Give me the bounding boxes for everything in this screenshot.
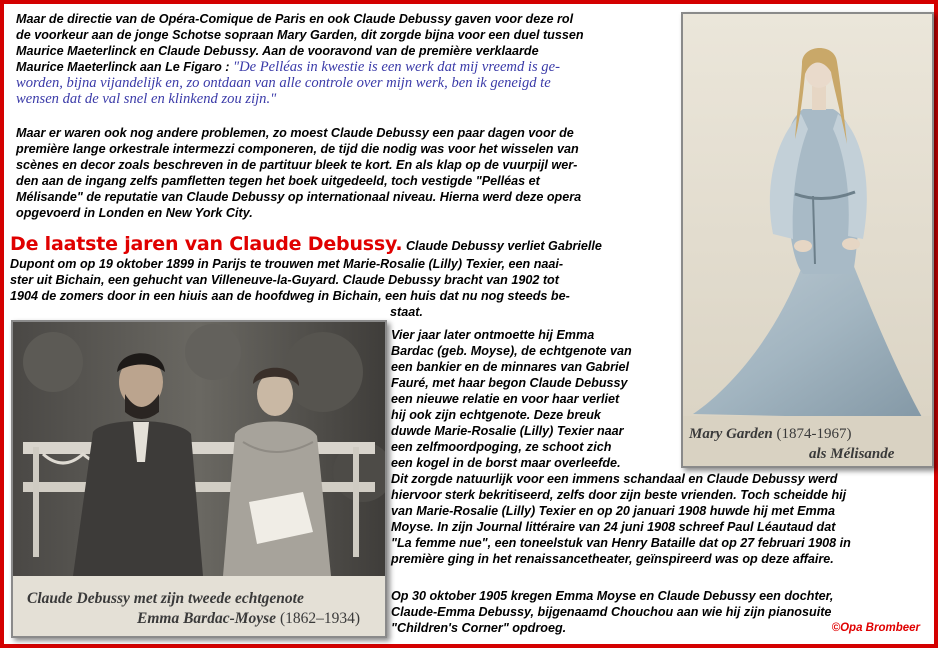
paragraph-emma-bardac [391,327,681,471]
caption-mary-garden [689,425,852,443]
photo-mary-garden [681,12,934,468]
text-line: een zelfmoordpoging, ze schoot zich [391,440,612,454]
paragraph-opera-comique [16,11,656,107]
text-line: Maurice Maeterlinck en Claude Debussy. Aan de vooravond van de première verklaarde [16,44,539,58]
text-line: hiervoor sterk bekritiseerd, zelfs door zijn beste vrienden. Toch scheidde hij [391,488,847,502]
text-line: Maurice Maeterlinck aan Le Figaro : [16,60,233,74]
section-heading: De laatste jaren van Claude Debussy. [10,233,403,255]
text-line: Vier jaar later ontmoette hij Emma [391,328,595,342]
text-line: ster uit Bichain, een gehucht van Villeneuve-la-Guyard. Claude Debussy bracht van 1902 tot [10,273,559,287]
caption-debussy-line2 [137,610,360,628]
text-line: hij ook zijn echtgenote. Deze breuk [391,408,601,422]
text-line: staat. [390,305,423,319]
text-line: Bardac (geb. Moyse), de echtgenote van [391,344,632,358]
text-line: première lange orkestrale intermezzi componeren, de tijd die nodig was voor het wisselen van [16,142,579,156]
maeterlinck-quote: wensen dat de val snel en klinkend zou zijn." [16,91,277,107]
copyright-credit: ©Opa Brombeer [831,622,920,634]
text-line: Dupont om op 19 oktober 1899 in Parijs te trouwen met Marie-Rosalie (Lilly) Texier, een naai- [10,257,564,271]
text-line: Fauré, met haar begon Claude Debussy [391,376,628,390]
text-line: van Marie-Rosalie (Lilly) Texier en op 20 januari 1908 huwde hij met Emma [391,504,835,518]
caption-debussy-line1: Claude Debussy met zijn tweede echtgenote [27,590,304,607]
section-heading-line [10,232,680,258]
caption-name: Mary Garden [689,426,773,442]
text-line: duwde Marie-Rosalie (Lilly) Texier naar [391,424,624,438]
photo-debussy-emma [11,320,387,638]
text-line: scènes en decor zoals beschreven in de partituur bleek te kort. En als klap op de vuurpijl wer- [16,158,578,172]
maeterlinck-quote: "De Pelléas in kwestie is een werk dat mij vreemd is ge- [232,59,560,75]
mary-garden-illustration [683,14,932,466]
text-line: Dit zorgde natuurlijk voor een immens schandaal en Claude Debussy werd [391,472,838,486]
text-line: een nieuwe relatie en voor haar verliet [391,392,620,406]
text-line: den aan de ingang zelfs pamfletten tegen het boek uitgedeeld, toch vestigde "Pelléas et [16,174,540,188]
paragraph-scandal [391,471,936,567]
text-line: een kogel in de borst maar overleefde. [391,456,621,470]
text-line: 1904 de zomers door in een hiuis aan de hoofdweg in Bichain, een huis dat nu nog steeds be- [10,289,570,303]
caption-name: Emma Bardac-Moyse [137,610,277,627]
text-line: een bankier en de minnares van Gabriel [391,360,629,374]
text-line: première ging in het renaissancetheater, geïnspireerd was op deze affaire. [391,552,834,566]
text-line: opgevoerd in Londen en New York City. [16,206,253,220]
text-line: "Children's Corner" opdroeg. [391,621,567,635]
text-line: Maar er waren ook nog andere problemen, zo moest Claude Debussy een paar dagen voor de [16,126,574,140]
text-line: de voorkeur aan de jonge Schotse sopraan Mary Garden, dit zorgde bijna voor een duel tussen [16,28,584,42]
debussy-emma-illustration [13,322,385,636]
text-line: Op 30 oktober 1905 kregen Emma Moyse en Claude Debussy een dochter, [391,589,834,603]
caption-role: als Mélisande [809,446,895,462]
text-line: Maar de directie van de Opéra-Comique de Paris en ook Claude Debussy gaven voor deze rol [16,12,574,26]
caption-years: (1862–1934) [279,610,361,627]
caption-years: (1874-1967) [776,426,852,442]
text-line: Claude-Emma Debussy, bijgenaamd Chouchou aan wie hij zijn pianosuite [391,605,832,619]
maeterlinck-quote: worden, bijna vijandelijk en, zo ontdaan van alle controle over mijn werk, ben ik geneigd te [16,75,551,91]
text-line: Moyse. In zijn Journal littéraire van 24 juni 1908 schreef Paul Léautaud dat [391,520,836,534]
paragraph-problems [16,125,676,221]
paragraph-lilly-texier [10,256,678,320]
text-line: "La femme nue", een toneelstuk van Henry Bataille dat op 27 februari 1908 in [391,536,851,550]
text-line: Mélisande" de reputatie van Claude Debussy op internationaal niveau. Hierna werd deze opera [16,190,582,204]
text-line: Claude Debussy verliet Gabrielle [402,239,602,253]
